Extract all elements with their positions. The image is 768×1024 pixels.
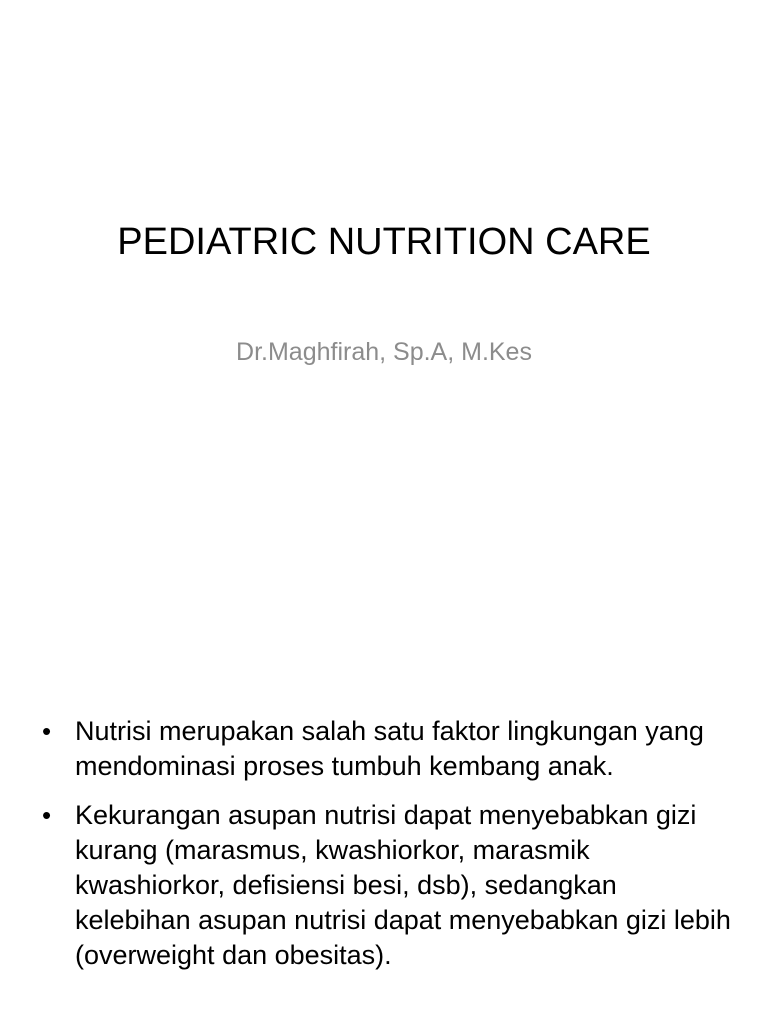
bullet-item: [42, 798, 732, 973]
bullet-text: Kekurangan asupan nutrisi dapat menyebabkan gizi kurang (marasmus, kwashiorkor, marasmik kwashiorkor, defisiensi besi, dsb), sedangkan kelebihan asupan nutrisi dapat menyebabkan gizi lebih (overweight dan obesitas).: [75, 800, 731, 970]
content-slide: [0, 576, 768, 1024]
bullet-item: [42, 714, 732, 784]
bullet-list: [42, 714, 732, 987]
slide-title: PEDIATRIC NUTRITION CARE: [117, 221, 651, 263]
bullet-dot-icon: •: [42, 800, 52, 830]
slide-subtitle: Dr.Maghfirah, Sp.A, M.Kes: [236, 338, 532, 366]
bullet-dot-icon: •: [42, 716, 52, 746]
bullet-text: Nutrisi merupakan salah satu faktor lingkungan yang mendominasi proses tumbuh kembang anak.: [75, 716, 704, 781]
